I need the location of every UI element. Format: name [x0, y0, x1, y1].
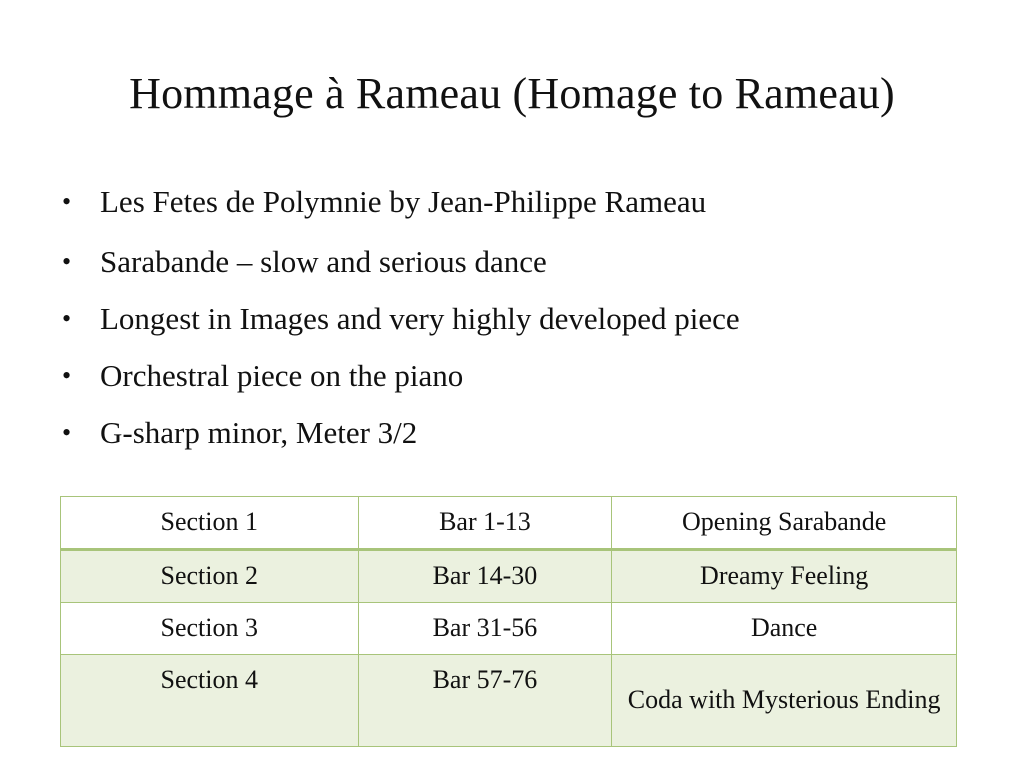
- table-cell-description: Dance: [612, 603, 957, 655]
- table-cell-bars: Bar 31-56: [358, 603, 612, 655]
- bullet-icon: •: [62, 418, 72, 447]
- bullet-icon: •: [62, 361, 72, 390]
- bullet-text: Orchestral piece on the piano: [100, 358, 464, 393]
- table-cell-description: Dreamy Feeling: [612, 550, 957, 603]
- bullet-list: [60, 182, 980, 470]
- table-cell-description: Coda with Mysterious Ending: [612, 655, 957, 747]
- slide-title: Hommage à Rameau (Homage to Rameau): [129, 69, 895, 118]
- bullet-item: [60, 356, 980, 396]
- bullet-text: G-sharp minor, Meter 3/2: [100, 415, 418, 450]
- bullet-icon: •: [62, 187, 72, 216]
- bullet-text: Les Fetes de Polymnie by Jean-Philippe Rameau: [100, 184, 707, 219]
- bullet-item: [60, 242, 980, 282]
- table-row: [61, 655, 957, 747]
- bullet-icon: •: [62, 247, 72, 276]
- table-row: [61, 497, 957, 550]
- bullet-icon: •: [62, 304, 72, 333]
- bullet-text: Longest in Images and very highly developed piece: [100, 301, 740, 336]
- table-cell-section: Section 1: [61, 497, 359, 550]
- table-row: [61, 550, 957, 603]
- bullet-item: [60, 299, 980, 339]
- bullet-text: Sarabande – slow and serious dance: [100, 244, 547, 279]
- bullet-item: [60, 182, 980, 222]
- table-cell-section: Section 3: [61, 603, 359, 655]
- table-cell-section: Section 4: [61, 655, 359, 747]
- table-cell-description: Opening Sarabande: [612, 497, 957, 550]
- bullet-item: [60, 413, 980, 453]
- table-cell-bars: Bar 14-30: [358, 550, 612, 603]
- table-row: [61, 603, 957, 655]
- table-cell-section: Section 2: [61, 550, 359, 603]
- table-cell-bars: Bar 57-76: [358, 655, 612, 747]
- sections-table: [60, 496, 957, 747]
- table-cell-bars: Bar 1-13: [358, 497, 612, 550]
